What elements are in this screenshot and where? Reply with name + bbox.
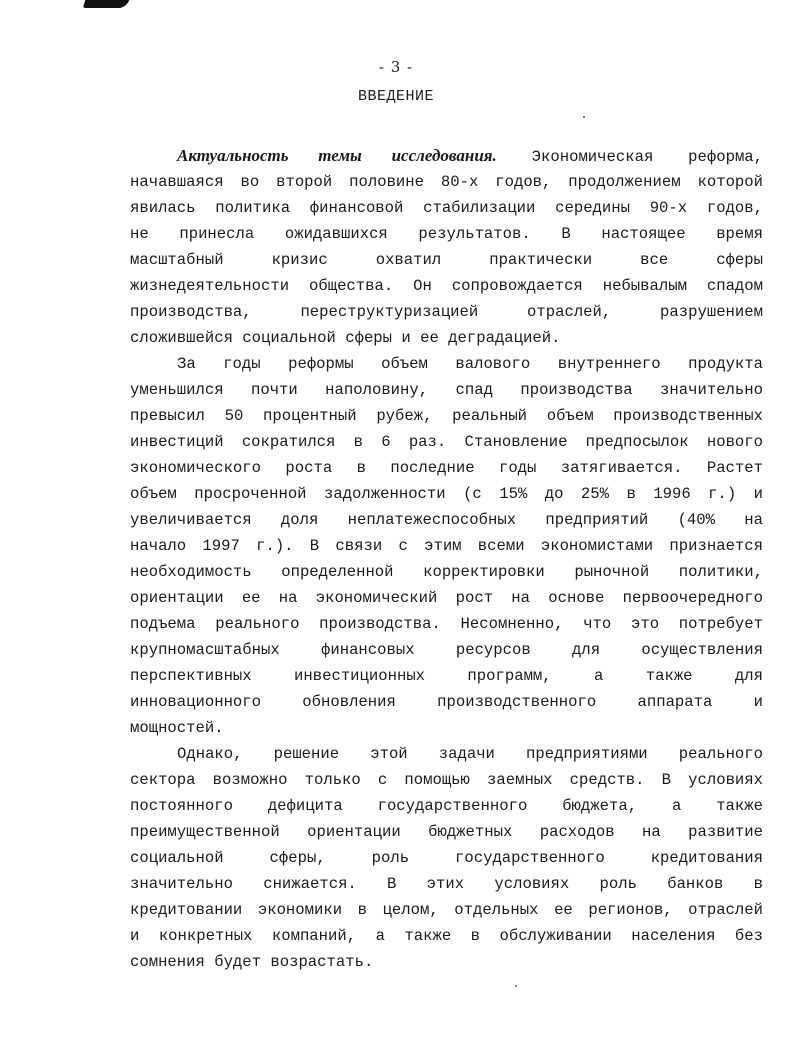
text-line: производства, переструктуризацией отраслей, разрушением	[130, 303, 763, 321]
text-line: социальной сферы, роль государственного кредитования	[130, 849, 763, 867]
text-line: объем просроченной задолженности (с 15% до 25% в 1996 г.) и	[130, 485, 763, 503]
text-line: мощностей.	[130, 719, 224, 737]
text-line: сложившейся социальной сферы и ее деградацией.	[130, 329, 561, 347]
text-line: необходимость определенной корректировки рыночной политики,	[130, 563, 763, 581]
paragraph-1-line-1	[130, 143, 763, 169]
text-line: инновационного обновления производственного аппарата и	[130, 693, 763, 711]
text-line: превысил 50 процентный рубеж, реальный объем производственных	[130, 407, 763, 425]
text-line: начало 1997 г.). В связи с этим всеми экономистами признается	[130, 537, 763, 555]
text-line: явилась политика финансовой стабилизации середины 90-х годов,	[130, 199, 763, 217]
text-line: начавшаяся во второй половине 80-х годов, продолжением которой	[130, 173, 763, 191]
scan-speck	[515, 985, 517, 987]
section-heading: ВВЕДЕНИЕ	[357, 88, 434, 105]
text-line: За годы реформы объем валового внутреннего продукта	[177, 355, 763, 373]
text-line: масштабный кризис охватил практически все сферы	[130, 251, 763, 269]
text-line: ориентации ее на экономический рост на основе первоочередного	[130, 589, 763, 607]
text-line: уменьшился почти наполовину, спад производства значительно	[130, 381, 763, 399]
text-line: Однако, решение этой задачи предприятиями реального	[177, 745, 763, 763]
document-body	[130, 143, 763, 975]
text-line: перспективных инвестиционных программ, а также для	[130, 667, 763, 685]
text-line: и конкретных компаний, а также в обслуживании населения без	[130, 927, 763, 945]
text-line: преимущественной ориентации бюджетных расходов на развитие	[130, 823, 763, 841]
text-line: экономического роста в последние годы затягивается. Растет	[130, 459, 763, 477]
text-line: инвестиций сократился в 6 раз. Становление предпосылок нового	[130, 433, 763, 451]
text-run: Экономическая реформа,	[531, 148, 764, 166]
text-line: значительно снижается. В этих условиях роль банков в	[130, 875, 763, 893]
text-line: увеличивается доля неплатежеспособных предприятий (40% на	[130, 511, 763, 529]
text-line: жизнедеятельности общества. Он сопровождается небывалым спадом	[130, 277, 763, 295]
scan-speck	[583, 116, 585, 118]
text-line: сомнения будет возрастать.	[130, 953, 374, 971]
text-line: подъема реального производства. Несомненно, что это потребует	[130, 615, 763, 633]
text-line: кредитовании экономики в целом, отдельных ее регионов, отраслей	[130, 901, 763, 919]
page-number: - 3 -	[378, 58, 414, 76]
text-line: не принесла ожидавшихся результатов. В настоящее время	[130, 225, 763, 243]
text-line: крупномасштабных финансовых ресурсов для осуществления	[130, 641, 763, 659]
text-line: постоянного дефицита государственного бюджета, а также	[130, 797, 763, 815]
scan-artifact-mark	[83, 0, 130, 8]
paragraph-lead-in: Актуальность темы исследования.	[177, 146, 497, 165]
text-line: сектора возможно только с помощью заемных средств. В условиях	[130, 771, 763, 789]
